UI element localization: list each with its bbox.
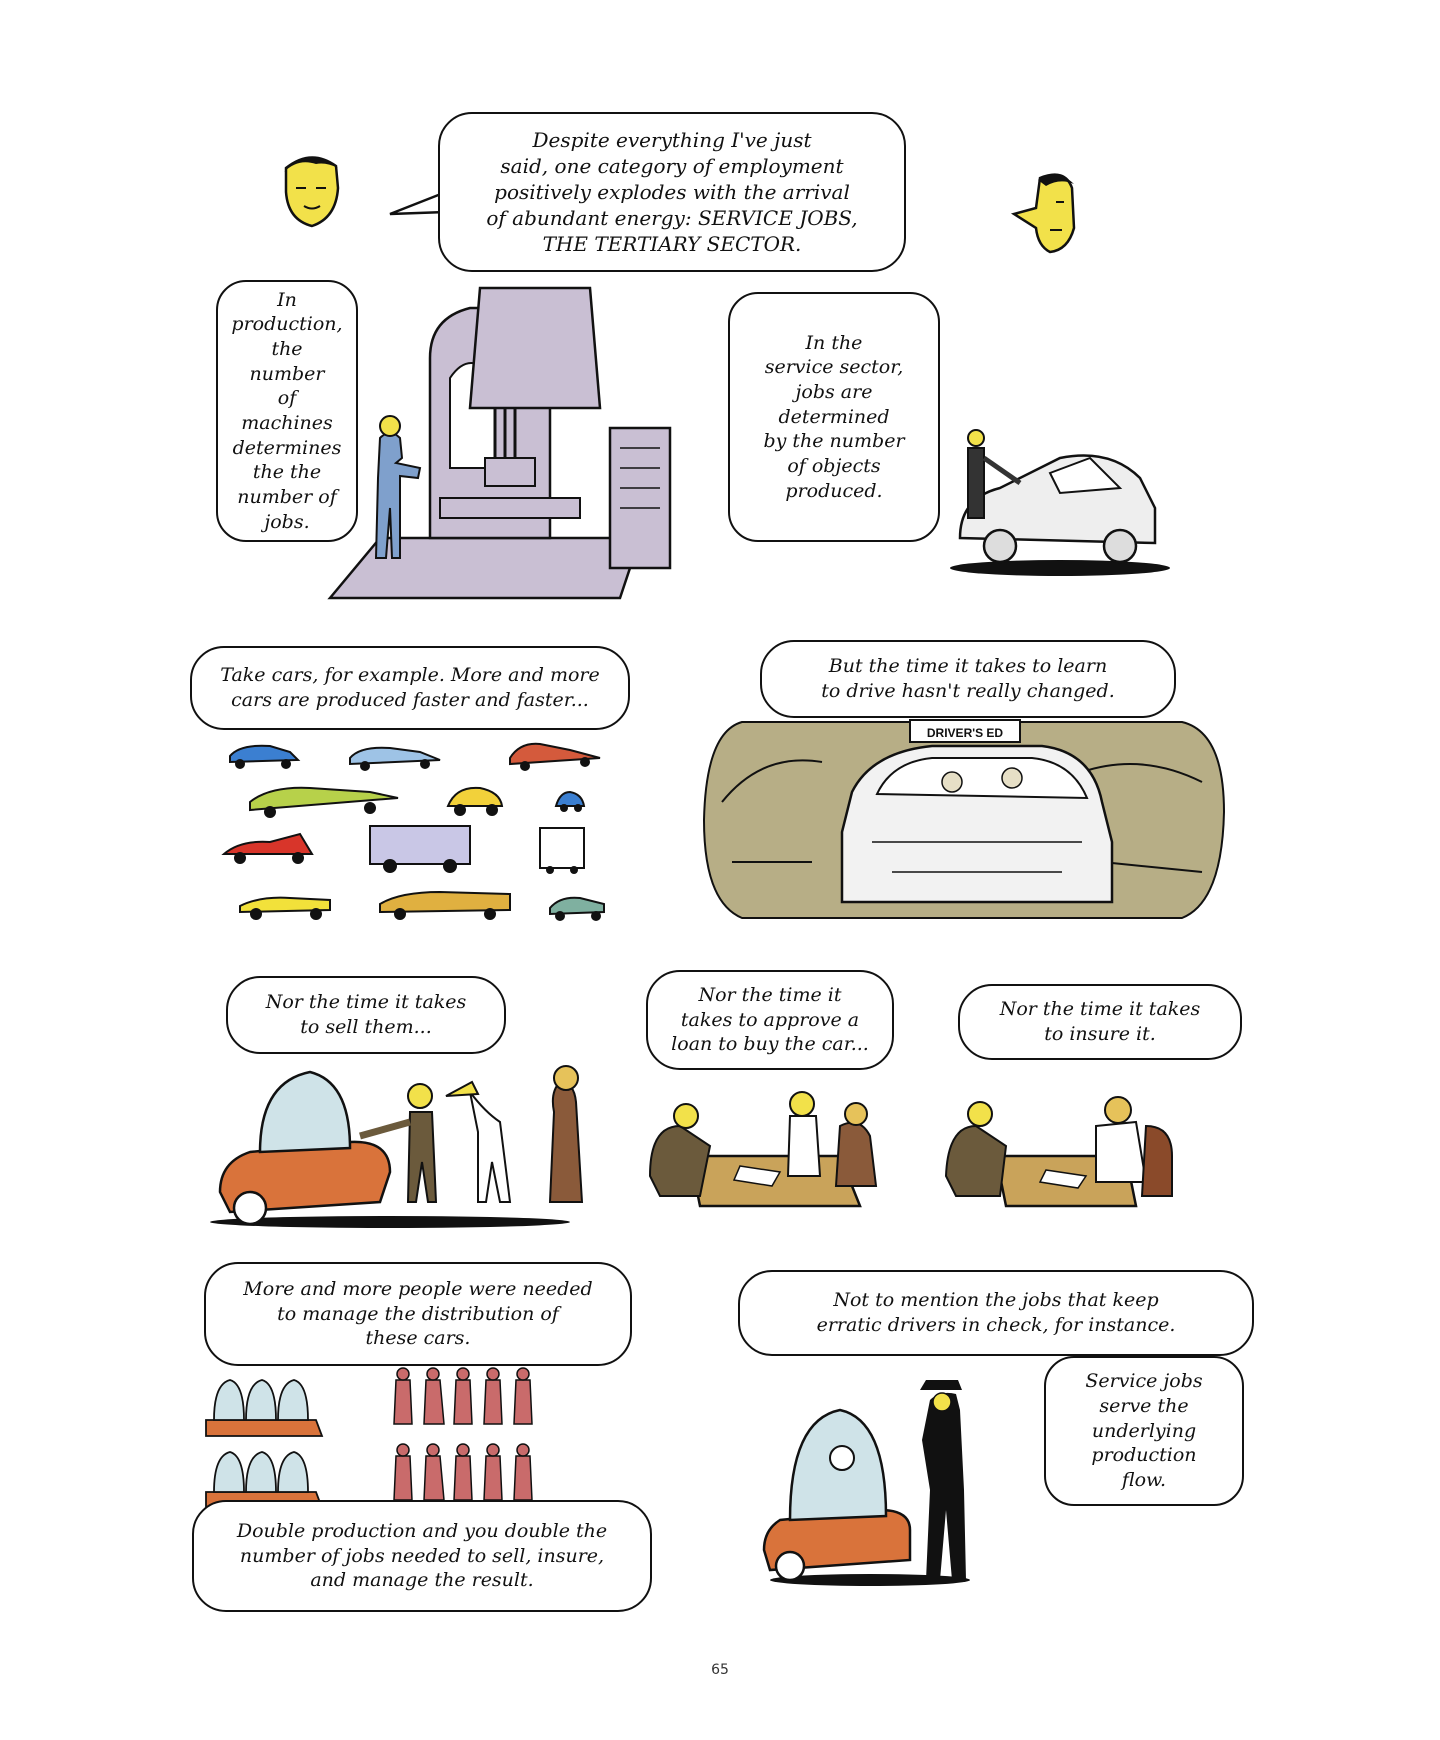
page-number: 65: [711, 1662, 729, 1678]
assorted-cars-illustration: [220, 736, 620, 926]
production-caption: In production, the number of machines determines the the number of jobs.: [216, 280, 358, 542]
insurance-desk-scene: [936, 1086, 1186, 1216]
sell-speech-bubble: Nor the time it takes to sell them...: [226, 976, 506, 1054]
salesman-with-car-illustration: [940, 428, 1170, 578]
cars-speech-bubble: Take cars, for example. More and more cars are produced faster and faster...: [190, 646, 630, 730]
learn-speech-bubble: But the time it takes to learn to drive hasn't really changed.: [760, 640, 1176, 718]
narrator-head-left: [276, 148, 346, 228]
car-and-people-multiplication: [206, 1360, 546, 1510]
service-caption: In the service sector, jobs are determined by the number of objects produced.: [728, 292, 940, 542]
flow-caption: Service jobs serve the underlying production flow.: [1044, 1356, 1244, 1506]
car-showroom-sale-scene: [210, 1052, 610, 1230]
loan-desk-scene: [640, 1086, 900, 1216]
drivers-ed-roof-sign: DRIVER'S ED: [926, 726, 1004, 740]
intro-speech-bubble: Despite everything I've just said, one category of employment positively explodes with the arrival of abundant energy: SERVICE JOBS, THE TERTIARY SECTOR.: [438, 112, 906, 272]
mention-speech-bubble: Not to mention the jobs that keep erratic drivers in check, for instance.: [738, 1270, 1254, 1356]
forging-press-illustration: [320, 268, 680, 608]
insure-speech-bubble: Nor the time it takes to insure it.: [958, 984, 1242, 1060]
loan-speech-bubble: Nor the time it takes to approve a loan to buy the car...: [646, 970, 894, 1070]
manage-speech-bubble: More and more people were needed to manage the distribution of these cars.: [204, 1262, 632, 1366]
police-stop-scene: [760, 1380, 1000, 1590]
narrator-head-right: [1010, 168, 1090, 258]
double-speech-bubble: Double production and you double the number of jobs needed to sell, insure, and manage the result.: [192, 1500, 652, 1612]
